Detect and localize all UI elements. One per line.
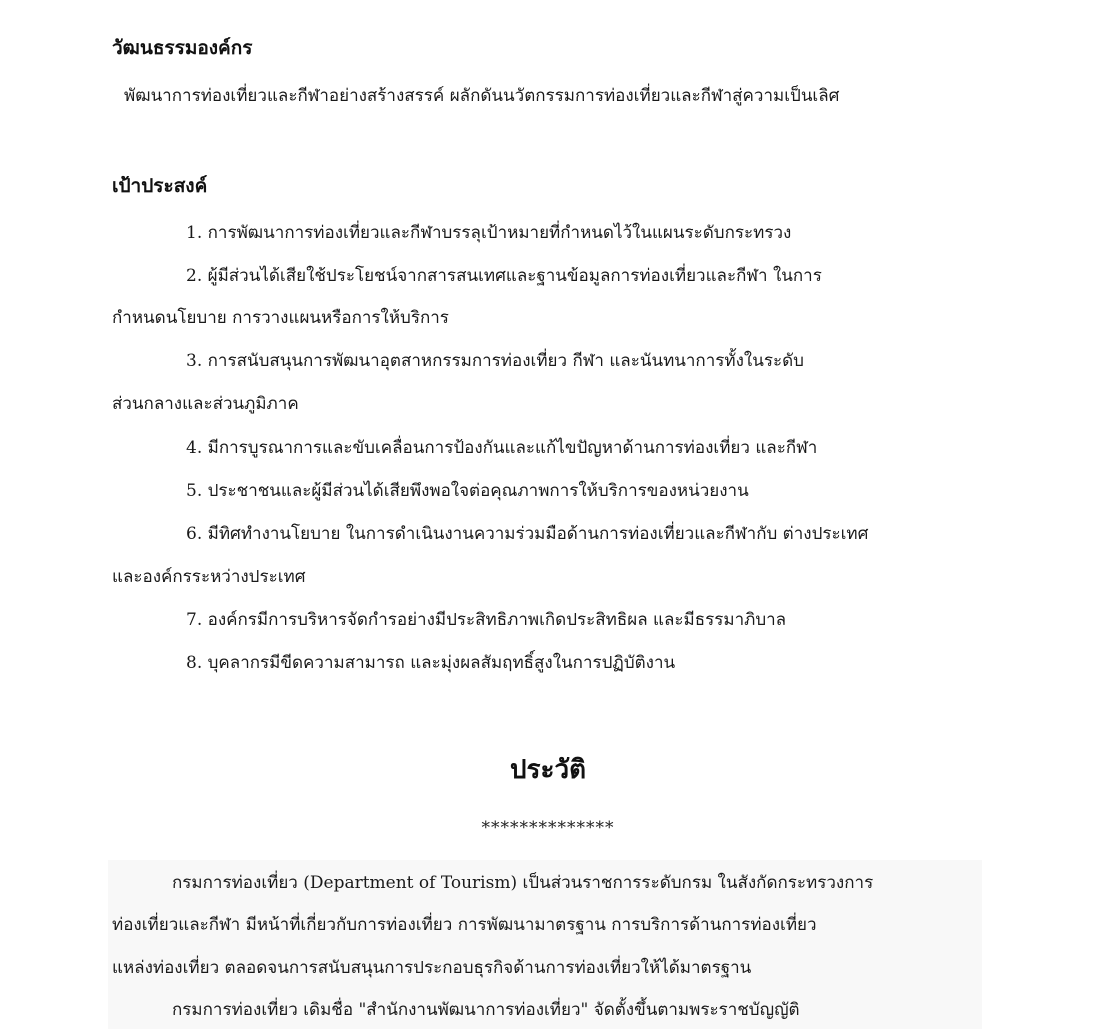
objectives-heading: เป้าประสงค์ [112,175,208,197]
history-line-4: กรมการท่องเที่ยว เดิมชื่อ "สำนักงานพัฒนาการท่องเที่ยว" จัดตั้งขึ้นตามพระราชบัญญัติ [172,1000,800,1020]
objective-item-1: 1. การพัฒนาการท่องเที่ยวและกีฬาบรรลุเป้าหมายที่กำหนดไว้ในแผนระดับกระทรวง [186,223,792,243]
history-line-1: กรมการท่องเที่ยว (Department of Tourism) เป็นส่วนราชการระดับกรม ในสังกัดกระทรวงการ [172,873,874,893]
culture-heading: วัฒนธรรมองค์กร [112,37,253,59]
objective-item-6-continued: และองค์กรระหว่างประเทศ [112,567,306,587]
objective-item-7: 7. องค์กรมีการบริหารจัดกำรอย่างมีประสิทธิภาพเกิดประสิทธิผล และมีธรรมาภิบาล [186,610,787,630]
objective-item-6: 6. มีทิศทำงานโยบาย ในการดำเนินงานความร่วมมือด้านการท่องเที่ยวและกีฬากับ ต่างประเทศ [186,524,869,544]
objective-item-4: 4. มีการบูรณาการและขับเคลื่อนการป้องกันและแก้ไขปัญหาด้านการท่องเที่ยว และกีฬา [186,438,818,458]
objective-item-2-continued: กำหนดนโยบาย การวางแผนหรือการให้บริการ [112,308,449,328]
objective-item-5: 5. ประชาชนและผู้มีส่วนได้เสียพึงพอใจต่อคุณภาพการให้บริการของหน่วยงาน [186,481,749,501]
objective-item-3-continued: ส่วนกลางและส่วนภูมิภาค [112,394,299,414]
history-line-2: ท่องเที่ยวและกีฬา มีหน้าที่เกี่ยวกับการท่องเที่ยว การพัฒนามาตรฐาน การบริการด้านการท่องเที่ยว [112,915,817,935]
culture-text: พัฒนาการท่องเที่ยวและกีฬาอย่างสร้างสรรค์ ผลักดันนวัตกรรมการท่องเที่ยวและกีฬาสู่ความเป็นเลิศ [124,86,840,106]
objective-item-3: 3. การสนับสนุนการพัฒนาอุตสาหกรรมการท่องเที่ยว กีฬา และนันทนาการทั้งในระดับ [186,351,804,371]
objective-item-2: 2. ผู้มีส่วนได้เสียใช้ประโยชน์จากสารสนเทศและฐานข้อมูลการท่องเที่ยวและกีฬา ในการ [186,266,822,286]
history-title: ประวัติ [510,755,586,785]
history-line-3: แหล่งท่องเที่ยว ตลอดจนการสนับสนุนการประกอบธุรกิจด้านการท่องเที่ยวให้ได้มาตรฐาน [112,958,752,978]
history-separator: ************** [481,818,615,838]
objective-item-8: 8. บุคลากรมีขีดความสามารถ และมุ่งผลสัมฤทธิ์สูงในการปฏิบัติงาน [186,653,676,673]
